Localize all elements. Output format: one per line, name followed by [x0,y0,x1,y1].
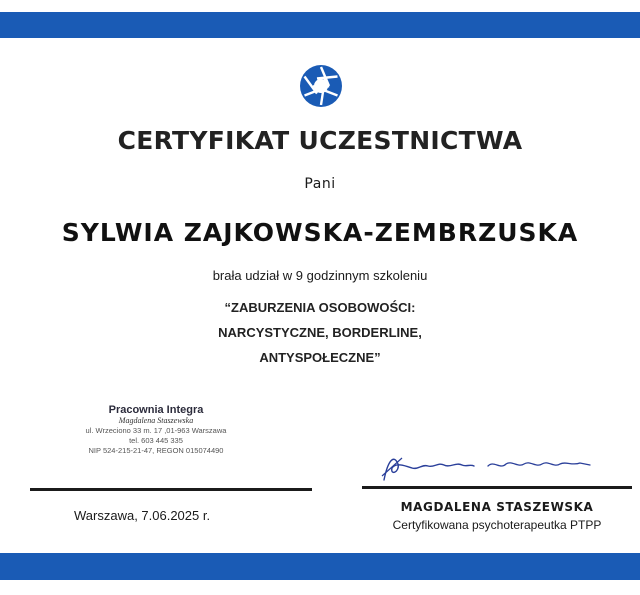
handwritten-signature [376,446,606,486]
stamp-company-name: Pracownia Integra [108,404,204,416]
stamp-phone: tel. 603 445 335 [129,436,183,445]
stamp-address: ul. Wrzeciono 33 m. 17 ,01-963 Warszawa [85,426,227,435]
signer-name: MAGDALENA STASZEWSKA [400,500,594,514]
signature-underline [362,486,632,489]
salutation: Pani [304,176,336,192]
stamp-ids: NIP 524-215-21-47, REGON 015074490 [88,446,224,455]
certificate-title: CERTYFIKAT UCZESTNICTWA [117,126,523,155]
course-title-line-3: ANTYSPOŁECZNE” [259,350,381,365]
course-title-line-1: “ZABURZENIA OSOBOWOŚCI: [224,300,416,315]
recipient-name: SYLWIA ZAJKOWSKA-ZEMBRZUSKA [61,218,579,247]
stamp-owner-name: Magdalena Staszewska [118,416,194,425]
course-title-line-2: NARCYSTYCZNE, BORDERLINE, [218,325,422,340]
aperture-icon [299,64,343,108]
date-underline [30,488,312,491]
top-border-band [0,12,640,38]
signer-block [362,500,632,532]
participation-description: brała udział w 9 godzinnym szkoleniu [212,268,428,283]
signer-role: Certyfikowana psychoterapeutka PTPP [392,518,602,532]
place-date: Warszawa, 7.06.2025 r. [74,508,211,523]
bottom-border-band [0,553,640,580]
company-stamp [56,404,256,455]
